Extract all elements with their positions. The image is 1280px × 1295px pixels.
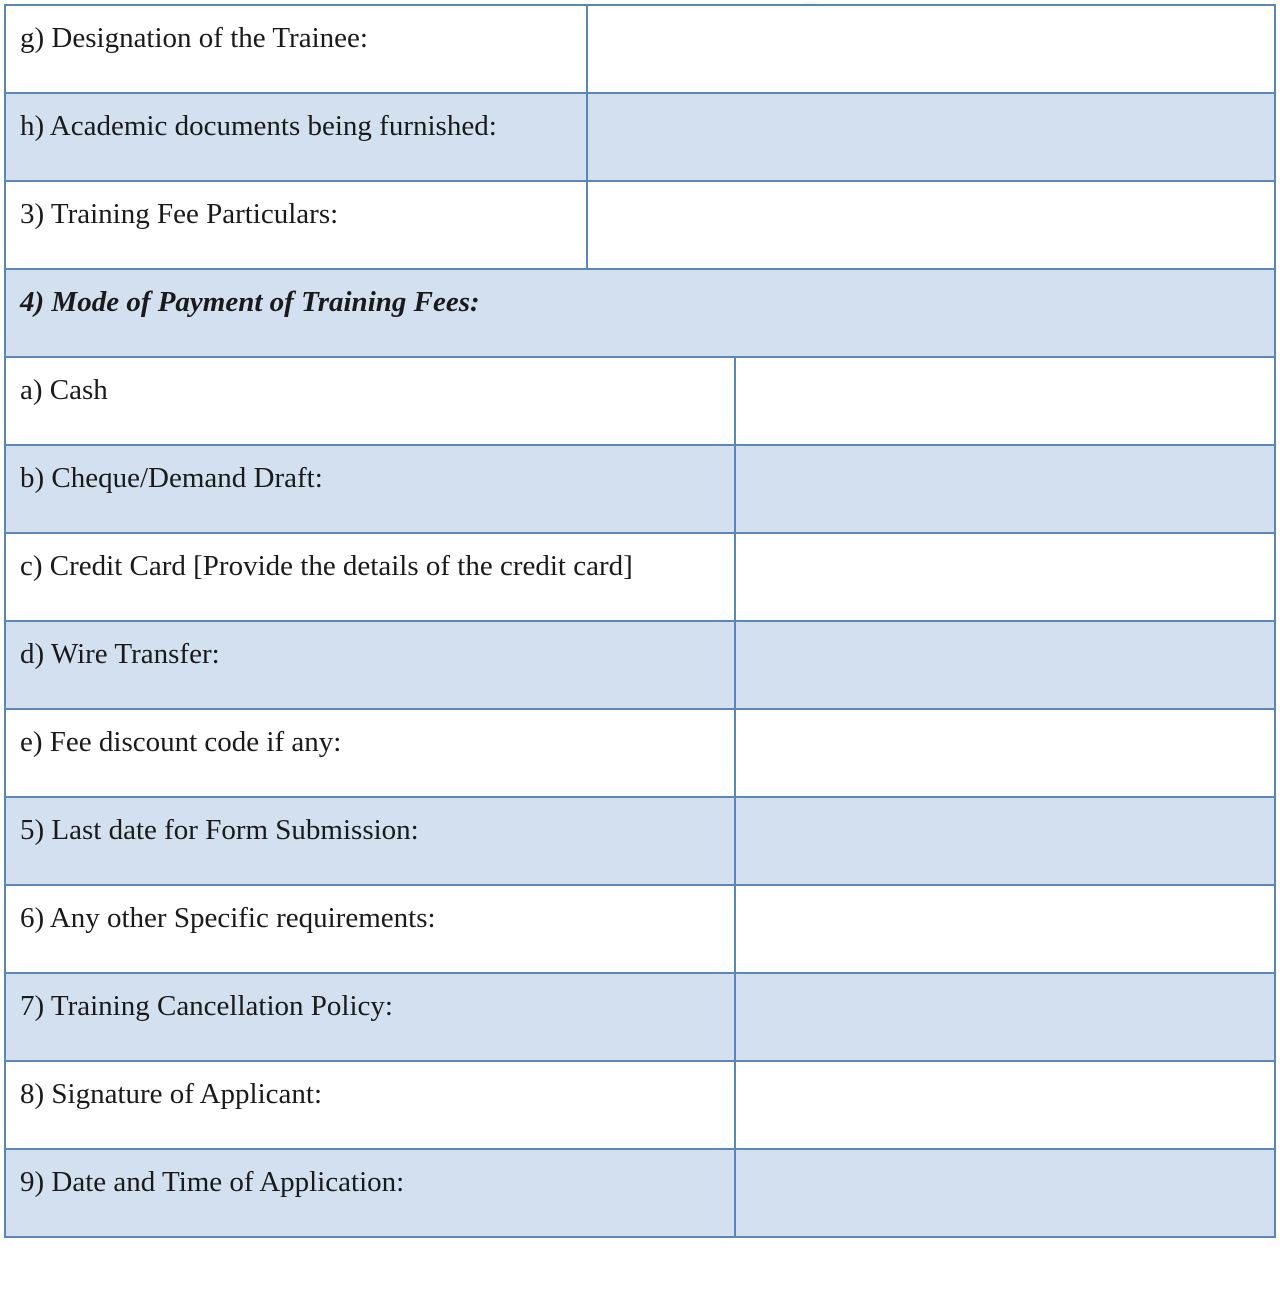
row-label: g) Designation of the Trainee: (5, 5, 587, 93)
row-label: 6) Any other Specific requirements: (5, 885, 735, 973)
row-label: c) Credit Card [Provide the details of the credit card] (5, 533, 735, 621)
cash-field[interactable] (735, 357, 1275, 445)
section-heading: 4) Mode of Payment of Training Fees: (5, 269, 1275, 357)
designation-field[interactable] (587, 5, 1275, 93)
row-label: 3) Training Fee Particulars: (5, 181, 587, 269)
form-row-payment-mode-heading (5, 269, 1275, 357)
row-label: d) Wire Transfer: (5, 621, 735, 709)
row-label: b) Cheque/Demand Draft: (5, 445, 735, 533)
form-row-training-fee (5, 181, 1275, 269)
training-fee-field[interactable] (587, 181, 1275, 269)
row-label: 7) Training Cancellation Policy: (5, 973, 735, 1061)
last-date-field[interactable] (735, 797, 1275, 885)
form-row-cheque (5, 445, 1275, 533)
credit-card-field[interactable] (735, 533, 1275, 621)
signature-field[interactable] (735, 1061, 1275, 1149)
row-label: 8) Signature of Applicant: (5, 1061, 735, 1149)
form-row-signature (5, 1061, 1275, 1149)
form-row-wire-transfer (5, 621, 1275, 709)
row-label: a) Cash (5, 357, 735, 445)
row-label: h) Academic documents being furnished: (5, 93, 587, 181)
form-row-last-date (5, 797, 1275, 885)
form-row-designation (5, 5, 1275, 93)
row-label: 5) Last date for Form Submission: (5, 797, 735, 885)
form-row-academic-documents (5, 93, 1275, 181)
training-form-table (4, 4, 1276, 1238)
form-row-cash (5, 357, 1275, 445)
form-row-discount-code (5, 709, 1275, 797)
form-row-credit-card (5, 533, 1275, 621)
form-row-cancellation-policy (5, 973, 1275, 1061)
form-row-date-time (5, 1149, 1275, 1237)
requirements-field[interactable] (735, 885, 1275, 973)
cancellation-policy-field[interactable] (735, 973, 1275, 1061)
date-time-field[interactable] (735, 1149, 1275, 1237)
row-label: e) Fee discount code if any: (5, 709, 735, 797)
form-row-requirements (5, 885, 1275, 973)
discount-code-field[interactable] (735, 709, 1275, 797)
wire-transfer-field[interactable] (735, 621, 1275, 709)
academic-documents-field[interactable] (587, 93, 1275, 181)
cheque-field[interactable] (735, 445, 1275, 533)
row-label: 9) Date and Time of Application: (5, 1149, 735, 1237)
